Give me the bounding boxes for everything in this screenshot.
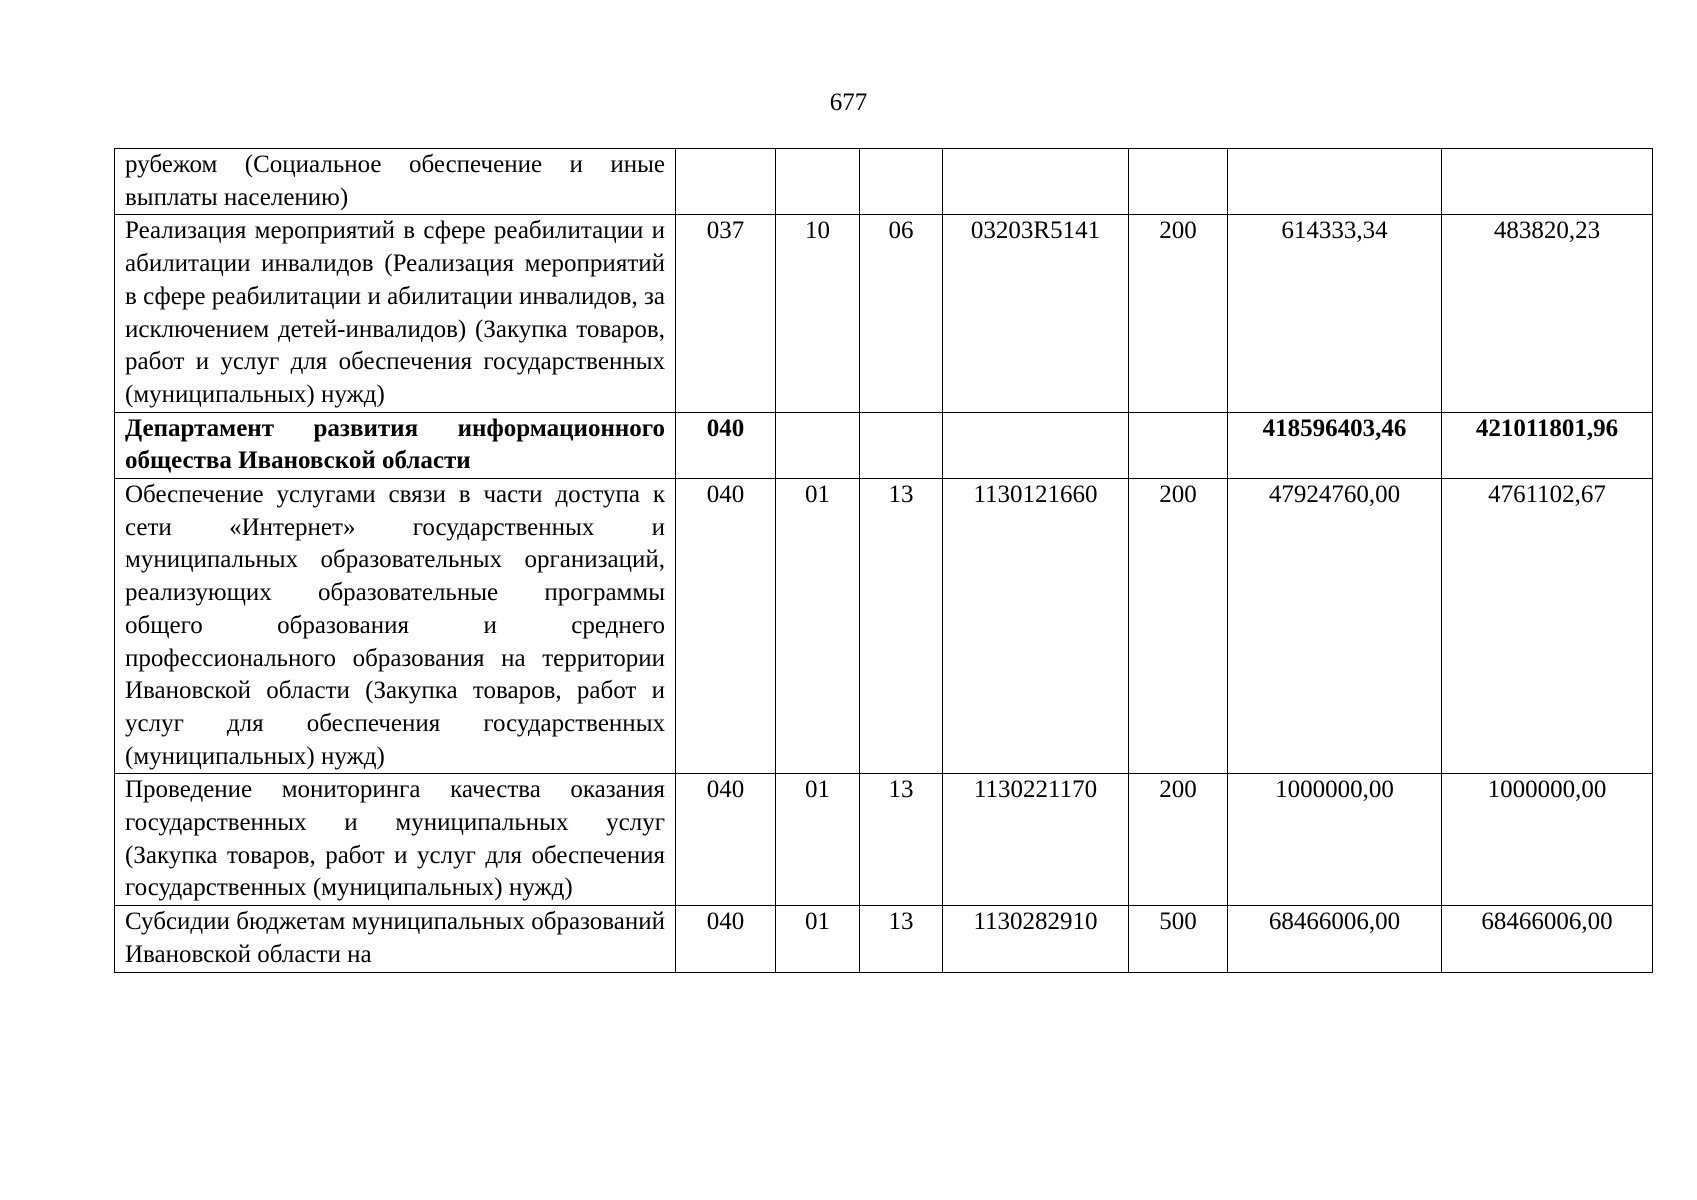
target-article-cell: 03203R5141 — [943, 215, 1129, 412]
section-code-cell: 01 — [776, 906, 860, 972]
section-code-cell: 01 — [776, 479, 860, 774]
subsection-code-cell: 13 — [860, 774, 943, 906]
table-row — [115, 906, 1653, 972]
target-article-cell: 1130221170 — [943, 774, 1129, 906]
ministry-code-cell: 040 — [676, 412, 776, 478]
ministry-code-cell: 040 — [676, 906, 776, 972]
row-name-cell: Реализация мероприятий в сфере реабилитации и абилитации инвалидов (Реализация мероприятий в сфере реабилитации и абилитации инвалидов, за исключением детей-инвалидов) (Закупка товаров, работ и услуг для обеспечения государственных (муниципальных) нужд) — [115, 215, 676, 412]
ministry-code-cell: 040 — [676, 774, 776, 906]
target-article-cell: 1130121660 — [943, 479, 1129, 774]
row-name-cell: Департамент развития информационного общества Ивановской области — [115, 412, 676, 478]
expense-type-cell — [1129, 412, 1228, 478]
section-code-cell — [776, 149, 860, 215]
subsection-code-cell: 06 — [860, 215, 943, 412]
table-row — [115, 149, 1653, 215]
table-row — [115, 215, 1653, 412]
section-code-cell — [776, 412, 860, 478]
subsection-code-cell — [860, 149, 943, 215]
table-row — [115, 774, 1653, 906]
row-name-cell: Проведение мониторинга качества оказания государственных и муниципальных услуг (Закупка товаров, работ и услуг для обеспечения государственных (муниципальных) нужд) — [115, 774, 676, 906]
table-row — [115, 479, 1653, 774]
row-name-cell: рубежом (Социальное обеспечение и иные выплаты населению) — [115, 149, 676, 215]
amount-1-cell — [1228, 149, 1442, 215]
section-code-cell: 01 — [776, 774, 860, 906]
amount-1-cell: 418596403,46 — [1228, 412, 1442, 478]
amount-2-cell: 1000000,00 — [1442, 774, 1653, 906]
amount-1-cell: 1000000,00 — [1228, 774, 1442, 906]
amount-2-cell: 421011801,96 — [1442, 412, 1653, 478]
amount-1-cell: 47924760,00 — [1228, 479, 1442, 774]
ministry-code-cell: 040 — [676, 479, 776, 774]
amount-1-cell: 614333,34 — [1228, 215, 1442, 412]
section-code-cell: 10 — [776, 215, 860, 412]
amount-1-cell: 68466006,00 — [1228, 906, 1442, 972]
amount-2-cell: 68466006,00 — [1442, 906, 1653, 972]
subsection-code-cell — [860, 412, 943, 478]
row-name-cell: Обеспечение услугами связи в части доступа к сети «Интернет» государственных и муниципальных образовательных организаций, реализующих образовательные программы общего образования и среднего профессионального образования на территории Ивановской области (Закупка товаров, работ и услуг для обеспечения государственных (муниципальных) нужд) — [115, 479, 676, 774]
page-number: 677 — [829, 89, 868, 116]
expense-type-cell: 500 — [1129, 906, 1228, 972]
expense-type-cell: 200 — [1129, 774, 1228, 906]
target-article-cell: 1130282910 — [943, 906, 1129, 972]
expense-type-cell — [1129, 149, 1228, 215]
target-article-cell — [943, 412, 1129, 478]
subsection-code-cell: 13 — [860, 906, 943, 972]
expense-type-cell: 200 — [1129, 479, 1228, 774]
row-name-cell: Субсидии бюджетам муниципальных образований Ивановской области на — [115, 906, 676, 972]
expense-type-cell: 200 — [1129, 215, 1228, 412]
target-article-cell — [943, 149, 1129, 215]
table-row-department — [115, 412, 1653, 478]
subsection-code-cell: 13 — [860, 479, 943, 774]
ministry-code-cell — [676, 149, 776, 215]
budget-table — [114, 148, 1653, 973]
amount-2-cell: 483820,23 — [1442, 215, 1653, 412]
ministry-code-cell: 037 — [676, 215, 776, 412]
amount-2-cell: 4761102,67 — [1442, 479, 1653, 774]
amount-2-cell — [1442, 149, 1653, 215]
